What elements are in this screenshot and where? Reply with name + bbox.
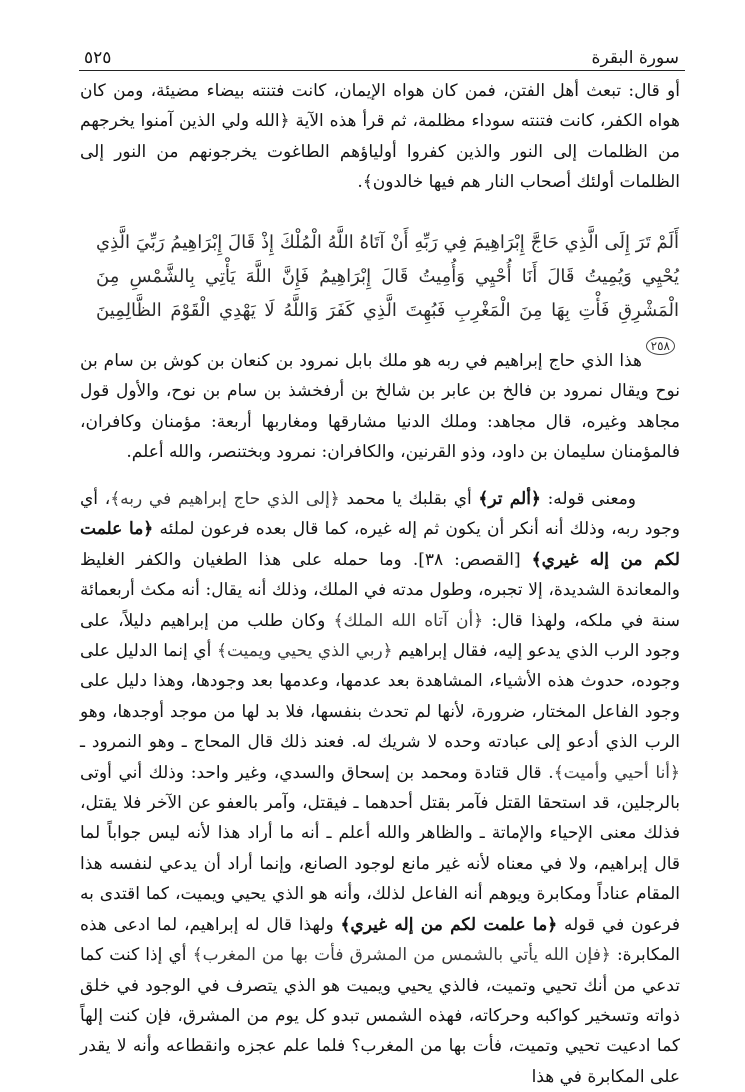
text-segment: ولهذا قال له إبراهيم، لما ادعى هذه المكابرة: <box>80 914 680 966</box>
paragraph-nimrod: هذا الذي حاج إبراهيم في ربه هو ملك بابل نمرود بن كنعان بن كوش بن سام بن نوح ويقال نمرود بن فالخ بن عابر بن شالخ بن أرفخشذ بن سام بن نوح، والأول قول مجاهد وغيره، قال مجاهد: وملك الدنيا مشارقها ومغاربها أربعة: مؤمنان وكافران، فالمؤمنان سليمان بن داود، وذو القرنين، والكافران: نمرود وبختنصر، والله أعلم. <box>80 351 680 463</box>
quran-verse <box>96 226 679 362</box>
quote-ila-alladhi: ﴿إلى الذي حاج إبراهيم في ربه﴾ <box>110 489 340 509</box>
paragraph-meaning <box>80 484 680 1092</box>
paragraph-intro: أو قال: تبعث أهل الفتن، فمن كان هواه الإيمان، كانت فتنته بيضاء مضيئة، ومن كان هواه الكفر، كانت فتنته سوداء مظلمة، ثم قرأ هذه الآية ﴿الله ولي الذين آمنوا يخرجهم من الظلمات إلى النور والذين كفروا أولياؤهم الطاغوت يخرجونهم من النور إلى الظلمات أولئك أصحاب النار هم فيها خالدون﴾. <box>80 81 680 193</box>
quote-rabbi-yuhyi: ﴿ربي الذي يحيي ويميت﴾ <box>216 641 393 662</box>
verse-number: ٢٥٨ <box>646 337 675 355</box>
surah-title: سورة البقرة <box>591 48 679 68</box>
header-divider <box>79 70 685 71</box>
text-segment: أي إذا كنت كما تدعي من أنك تحيي وتميت، فالذي يحيي ويميت هو الذي يتصرف في الوجود في خلق ذواته وتسخير كواكبه وحركاته، فهذه الشمس تبدو كل يوم من المشرق، فإن كنت إلهاً كما ادعيت تحيي وتميت، فأت بها من المغرب؟ فلما علم عجزه وانقطاعه وأنه لا يقدر على المكابرة في هذا <box>80 945 680 1087</box>
text-segment: [القصص: ٣٨]. وما حمله على هذا الطغيان والكفر الغليظ والمعاندة الشديدة، إلا تجبره، وطول مدته في الملك، وذلك أنه يقال: أنه مكث أربعمائة سنة في ملكه، ولهذا قال: <box>80 549 680 631</box>
quote-alam-tara: ﴿ألم تر﴾ <box>478 489 541 509</box>
text-segment: ، أي وجود ربه، وذلك أنه أنكر أن يكون ثم إله غيره، كما قال بعده فرعون لملئه <box>80 489 680 540</box>
text-segment: أي بقلبك يا محمد <box>339 489 479 509</box>
text-segment: وكان طلب من إبراهيم دليلاً، على وجود الرب الذي يدعو إليه، فقال إبراهيم <box>80 610 680 662</box>
page-number: ٥٢٥ <box>84 48 112 68</box>
quote-an-atahu: ﴿أن آتاه الله الملك﴾ <box>333 610 484 631</box>
quote-fa-inna-allah: ﴿فإن الله يأتي بالشمس من المشرق فأت بها من المغرب﴾ <box>192 945 611 966</box>
text-segment: . قال قتادة ومحمد بن إسحاق والسدي، وغير واحد: وذلك أني أوتى بالرجلين، قد استحقا القتل فآمر بقتل أحدهما ـ فيقتل، وآمر بالعفو عن الآخر فلا يقتل، فذلك معنى الإحياء والإماتة ـ والظاهر والله أعلم ـ أنه ما أراد هذا لأنه ليس جواباً لما قال إبراهيم، ولا في معناه لأنه غير مانع لوجود الصانع، وإنما أراد أن يدعي لنفسه هذا المقام عناداً ومكابرة ويوهم أنه الفاعل لذلك، وأنه هو الذي يحيي ويميت، كما اقتدى به فرعون في قوله <box>80 762 680 935</box>
verse-text: أَلَمْ تَرَ إِلَى الَّذِي حَاجَّ إِبْرَاهِيمَ فِي رَبِّهِ أَنْ آتَاهُ اللَّهُ الْمُلْكَ إِذْ قَالَ إِبْرَاهِيمُ رَبِّيَ الَّذِي يُحْيِي وَيُمِيتُ قَالَ أَنَا أُحْيِي وَأُمِيتُ قَالَ إِبْرَاهِيمُ فَإِنَّ اللَّهَ يَأْتِي بِالشَّمْسِ مِنَ الْمَشْرِقِ فَأْتِ بِهَا مِنَ الْمَغْرِبِ فَبُهِتَ الَّذِي كَفَرَ وَاللَّهُ لَا يَهْدِي الْقَوْمَ الظَّالِمِينَ <box>96 232 679 321</box>
text-segment: أي إنما الدليل على وجوده، حدوث هذه الأشياء، المشاهدة بعد عدمها، وعدمها بعد وجودها، وهذا دليل على وجود الفاعل المختار، ضرورة، لأنها لم تحدث بنفسها، فلا بد لها من موجد أوجدها، وهو الرب الذي أدعو إلى عبادته وحده لا شريك له. فعند ذلك قال المحاج ـ وهو النمرود ـ <box>80 641 680 753</box>
quote-ma-alimtu: ﴿ما علمت لكم من إله غيري﴾ <box>80 519 680 570</box>
text-segment: ومعنى قوله: <box>540 489 637 509</box>
quote-ana-uhyi: ﴿أنا أحيي وأميت﴾ <box>553 762 680 783</box>
page-header <box>84 38 679 68</box>
quote-ma-alimtu-2: ﴿ما علمت لكم من إله غيري﴾ <box>340 914 558 935</box>
